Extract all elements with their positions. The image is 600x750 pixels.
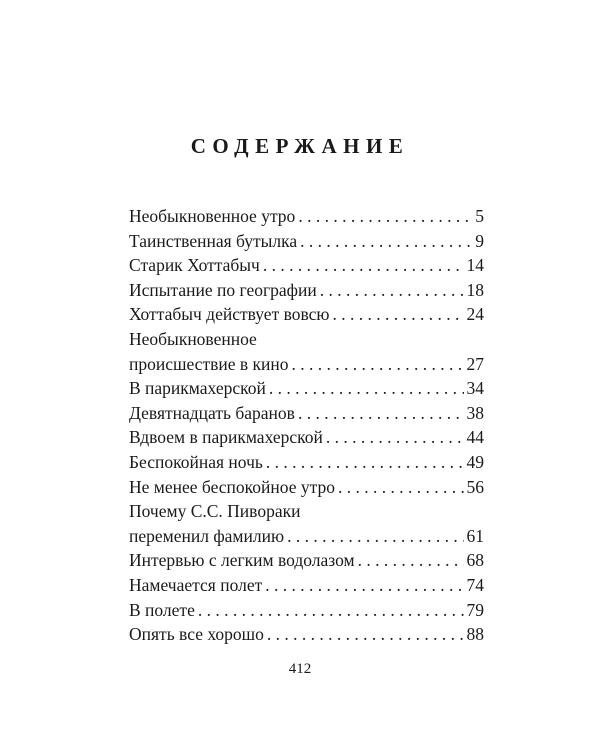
dot-leader (358, 548, 464, 573)
dot-leader (198, 598, 464, 623)
toc-entry-page: 68 (466, 550, 484, 571)
toc-entry (129, 204, 484, 229)
toc-entry-page: 88 (466, 624, 484, 645)
toc-entry-title: Намечается полет (129, 574, 263, 595)
toc-entry-page: 49 (466, 451, 484, 472)
toc-entry-line (129, 450, 484, 475)
toc-entry-line (129, 622, 484, 647)
dot-leader (265, 573, 463, 598)
toc-entry (129, 622, 484, 647)
toc-entry-page: 18 (466, 279, 484, 300)
toc-entry-title: Вдвоем в парикмахерской (129, 427, 323, 448)
toc-entry-page: 79 (466, 599, 484, 620)
toc-entry-page: 27 (466, 353, 484, 374)
toc-entry-line (129, 278, 484, 303)
toc-entry (129, 327, 484, 376)
dot-leader (326, 425, 464, 450)
toc-entry (129, 573, 484, 598)
toc-entry-page: 9 (475, 230, 484, 251)
toc-entry-title-line: Почему С.С. Пивораки (129, 501, 301, 522)
toc-entry-title: Опять все хорошо (129, 624, 264, 645)
toc-entry (129, 475, 484, 500)
dot-leader (291, 352, 463, 377)
toc-entry-line (129, 573, 484, 598)
toc-entry-title: происшествие в кино (129, 353, 289, 374)
toc-entry-title: Девятнадцать баранов (129, 402, 295, 423)
dot-leader (320, 278, 464, 303)
toc-entry-line (129, 475, 484, 500)
toc-entry (129, 253, 484, 278)
toc-entry-line (129, 425, 484, 450)
toc-entry-title: Не менее беспокойное утро (129, 476, 335, 497)
dot-leader (338, 475, 464, 500)
toc-entry-title: Таинственная бутылка (129, 230, 298, 251)
toc-entry-title-line: Необыкновенное (129, 328, 257, 349)
dot-leader (266, 450, 464, 475)
toc-entry-line (129, 204, 484, 229)
toc-entry-title: В полете (129, 599, 195, 620)
toc-entry-page: 56 (466, 476, 484, 497)
toc-entry (129, 548, 484, 573)
toc-entry (129, 499, 484, 548)
page-title: СОДЕРЖАНИЕ (190, 134, 410, 158)
toc-entry-line (129, 352, 484, 377)
toc-entry-line (129, 229, 484, 254)
toc-entry-title: переменил фамилию (129, 525, 285, 546)
toc-entry-line (129, 524, 484, 549)
dot-leader (300, 229, 472, 254)
toc-entry-title: Испытание по географии (129, 279, 317, 300)
toc-entry-title: Беспокойная ночь (129, 451, 263, 472)
toc-entry (129, 302, 484, 327)
toc-entry-page: 5 (475, 206, 484, 226)
dot-leader (298, 401, 464, 426)
dot-leader (269, 376, 464, 401)
toc-entry (129, 425, 484, 450)
table-of-contents (129, 204, 484, 647)
toc-entry-page: 24 (466, 304, 484, 325)
dot-leader (333, 302, 464, 327)
toc-entry (129, 401, 484, 426)
toc-entry (129, 376, 484, 401)
toc-entry-title: Старик Хоттабыч (129, 255, 260, 276)
toc-entry-page: 34 (466, 378, 484, 399)
toc-entry-page: 74 (466, 574, 484, 595)
toc-entry-title: Необыкновенное утро (129, 206, 296, 226)
toc-entry (129, 450, 484, 475)
toc-entry-title: Интервью с легким водолазом (129, 550, 355, 571)
toc-entry-title: Хоттабыч действует вовсю (129, 304, 330, 325)
toc-entry-line (129, 548, 484, 573)
toc-entry-line (129, 253, 484, 278)
toc-entry-title: В парикмахерской (129, 378, 266, 399)
page-number: 412 (288, 661, 312, 677)
toc-entry-line (129, 598, 484, 623)
dot-leader (267, 622, 464, 647)
dot-leader (298, 204, 472, 229)
toc-entry (129, 598, 484, 623)
dot-leader (263, 253, 464, 278)
toc-entry-line (129, 376, 484, 401)
toc-entry-page: 38 (466, 402, 484, 423)
toc-entry-line (129, 302, 484, 327)
toc-entry-page: 44 (466, 427, 484, 448)
toc-entry-line (129, 401, 484, 426)
toc-entry-page: 14 (466, 255, 484, 276)
dot-leader (287, 524, 463, 549)
toc-entry-page: 61 (466, 525, 484, 546)
toc-entry (129, 278, 484, 303)
toc-entry (129, 229, 484, 254)
